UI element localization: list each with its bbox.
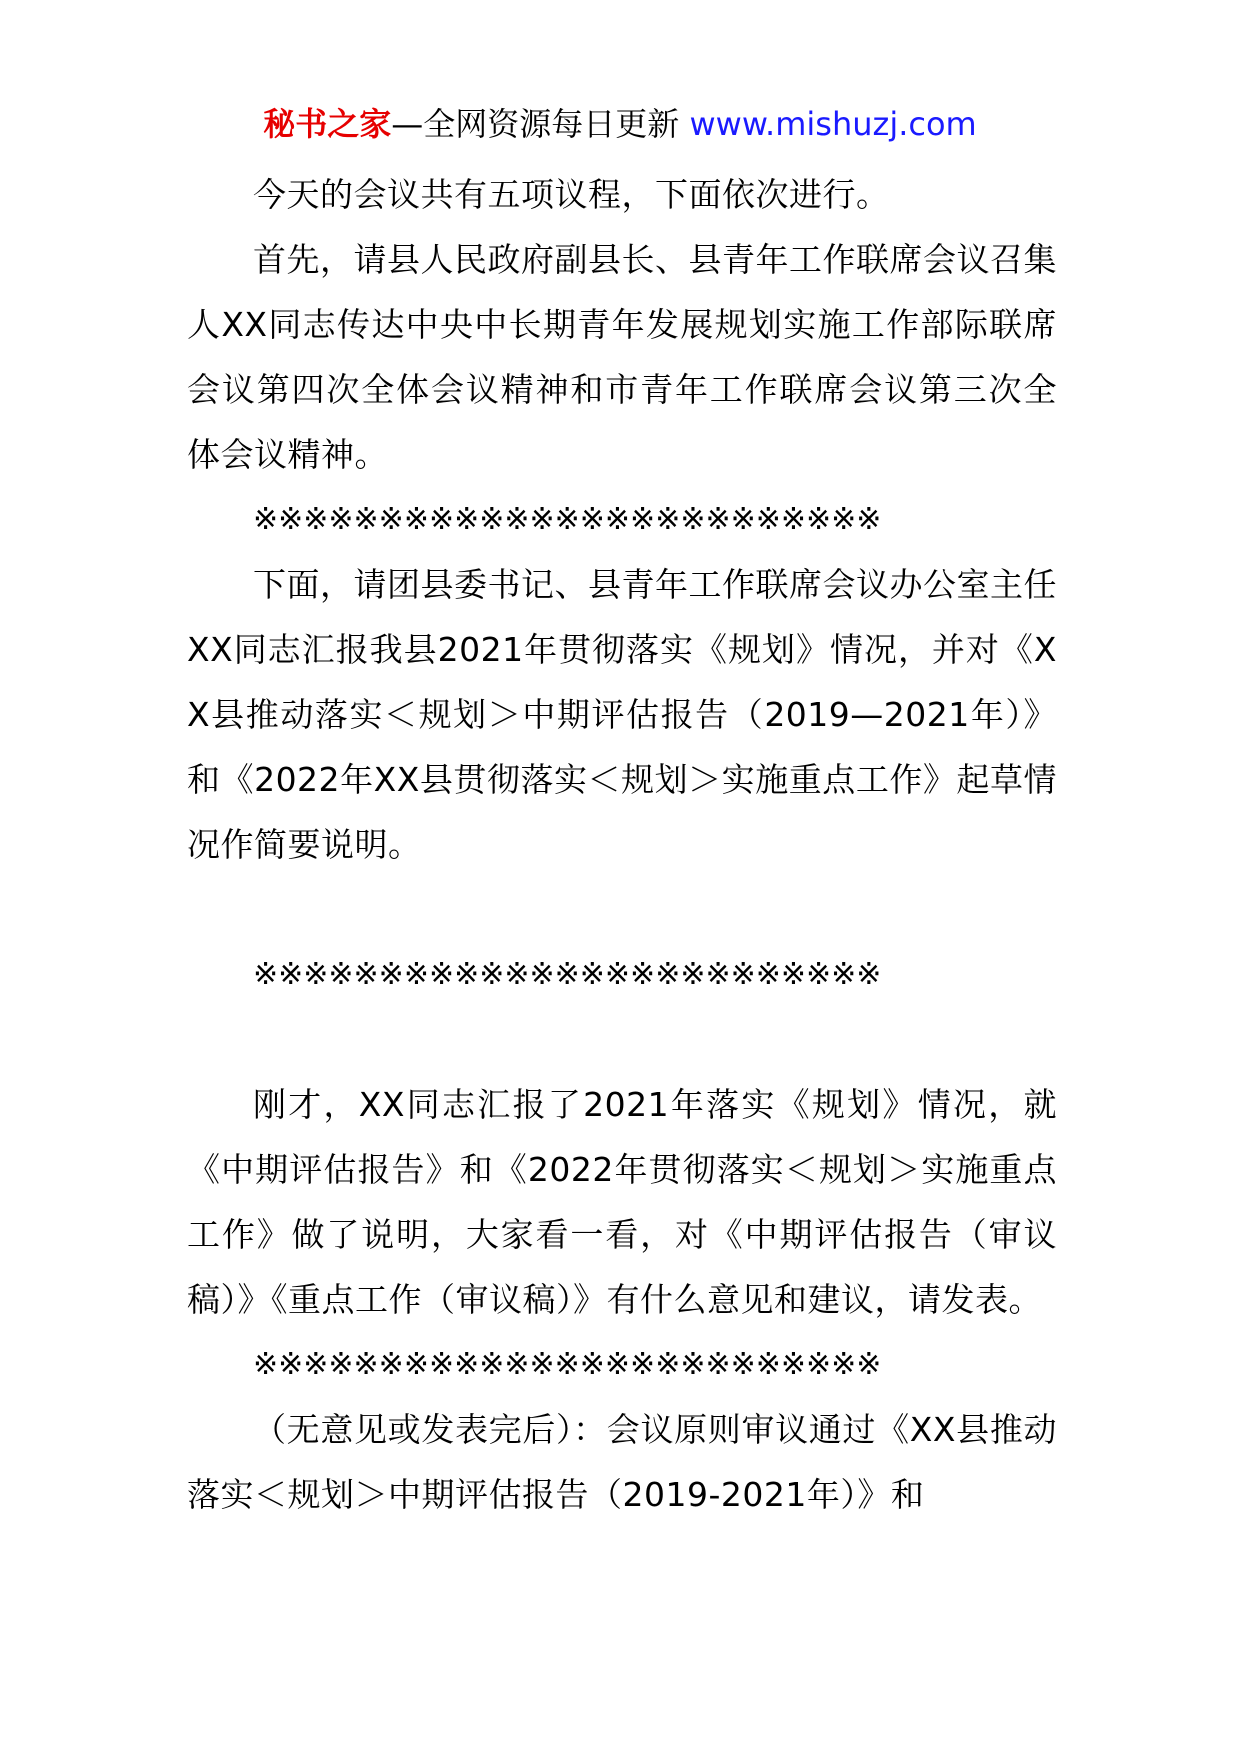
header-slogan: —全网资源每日更新: [391, 105, 680, 143]
separator-line: ※※※※※※※※※※※※※※※※※※※※※※※※※: [253, 1347, 882, 1382]
blank-space: [187, 1007, 1057, 1072]
paragraph-agenda-intro: 今天的会议共有五项议程，下面依次进行。: [253, 175, 890, 214]
separator-line: ※※※※※※※※※※※※※※※※※※※※※※※※※: [253, 502, 882, 537]
blank-space: [187, 877, 1057, 942]
paragraph-first-item: 首先，请县人民政府副县长、县青年工作联席会议召集人XX同志传达中央中长期青年发展规划实施工作部际联席会议第四次全体会议精神和市青年工作联席会议第三次全体会议精神。: [187, 240, 1057, 474]
paragraph-discussion: 刚才，XX同志汇报了2021年落实《规划》情况，就《中期评估报告》和《2022年贯彻落实＜规划＞实施重点工作》做了说明，大家看一看，对《中期评估报告（审议稿）》《重点工作（审议稿）》有什么意见和建议，请发表。: [187, 1085, 1057, 1319]
separator-line: ※※※※※※※※※※※※※※※※※※※※※※※※※: [253, 957, 882, 992]
website-link[interactable]: www.mishuzj.com: [689, 105, 977, 143]
brand-name: 秘书之家: [263, 105, 392, 143]
paragraph-approval: （无意见或发表完后）：会议原则审议通过《XX县推动落实＜规划＞中期评估报告（2019-2021年）》和: [187, 1410, 1057, 1514]
page-header: [0, 100, 1240, 148]
document-body: [187, 162, 1057, 1527]
paragraph-report-item: 下面，请团县委书记、县青年工作联席会议办公室主任XX同志汇报我县2021年贯彻落实《规划》情况，并对《XX县推动落实＜规划＞中期评估报告（2019—2021年）》和《2022年XX县贯彻落实＜规划＞实施重点工作》起草情况作简要说明。: [187, 565, 1057, 864]
